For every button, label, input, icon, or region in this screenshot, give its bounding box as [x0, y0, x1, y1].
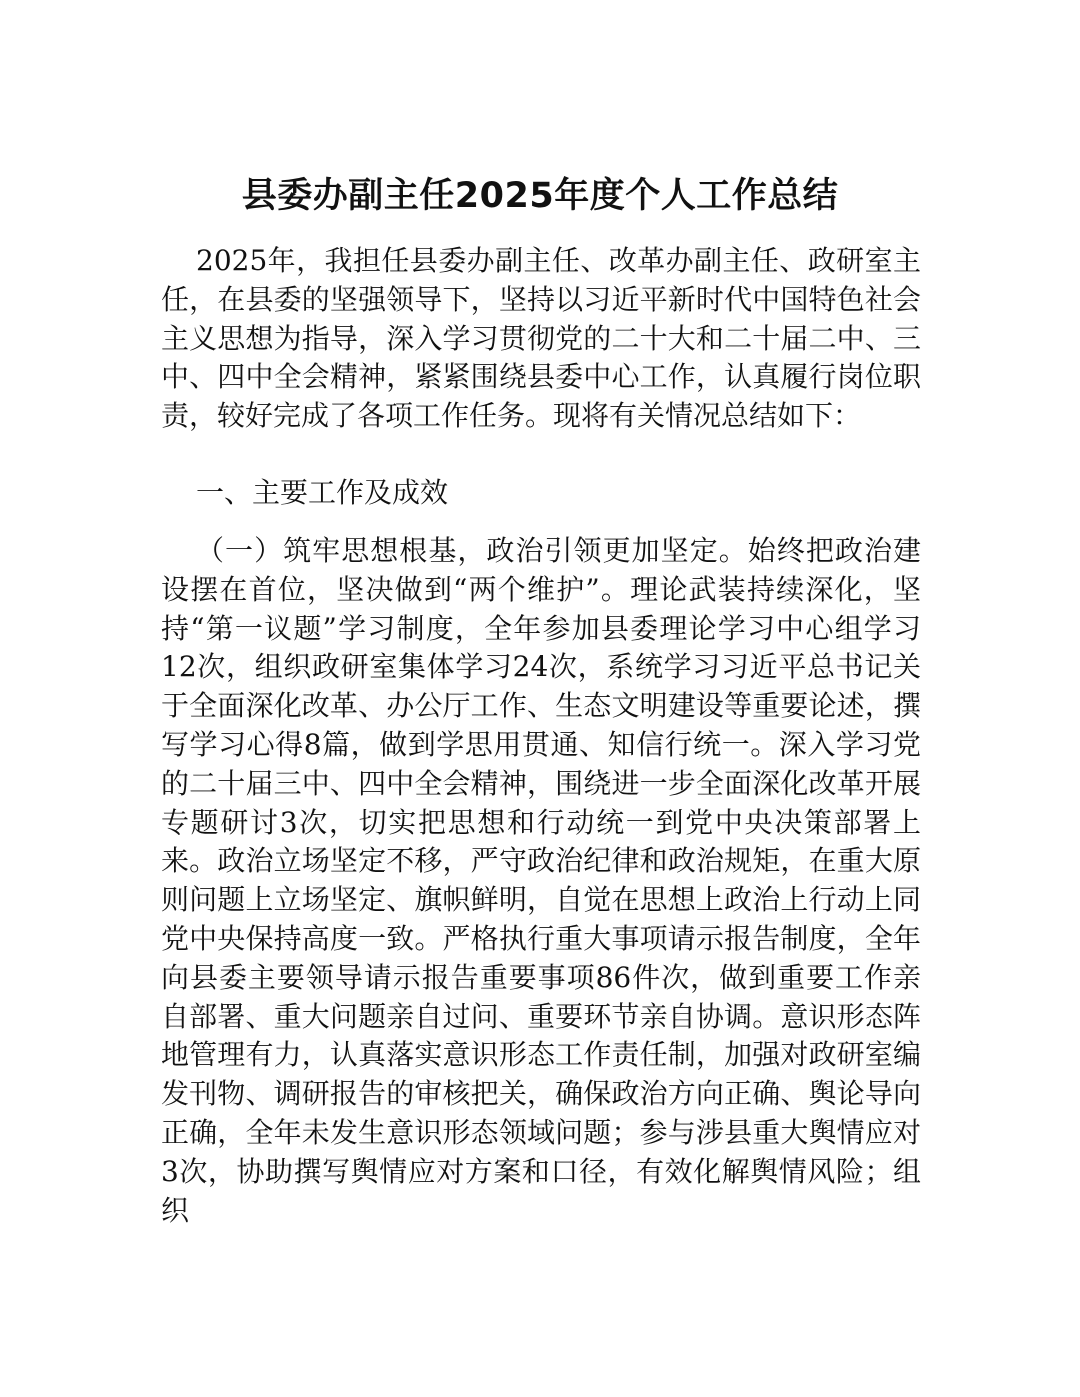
- document-title: 县委办副主任2025年度个人工作总结: [241, 176, 839, 216]
- section-1-paragraph: （一）筑牢思想根基，政治引领更加坚定。始终把政治建设摆在首位，坚决做到“两个维护”。理论武装持续深化，坚持“第一议题”学习制度，全年参加县委理论学习中心组学习12次，组织政研室集体学习24次，系统学习习近平总书记关于全面深化改革、办公厅工作、生态文明建设等重要论述，撰写学习心得8篇，做到学思用贯通、知信行统一。深入学习党的二十届三中、四中全会精神，围绕进一步全面深化改革开展专题研讨3次，切实把思想和行动统一到党中央决策部署上来。政治立场坚定不移，严守政治纪律和政治规矩，在重大原则问题上立场坚定、旗帜鲜明，自觉在思想上政治上行动上同党中央保持高度一致。严格执行重大事项请示报告制度，全年向县委主要领导请示报告重要事项86件次，做到重要工作亲自部署、重大问题亲自过问、重要环节亲自协调。意识形态阵地管理有力，认真落实意识形态工作责任制，加强对政研室编发刊物、调研报告的审核把关，确保政治方向正确、舆论导向正确，全年未发生意识形态领域问题；参与涉县重大舆情应对3次，协助撰写舆情应对方案和口径，有效化解舆情风险；组织: [161, 534, 921, 1227]
- intro-paragraph: 2025年，我担任县委办副主任、改革办副主任、政研室主任，在县委的坚强领导下，坚持以习近平新时代中国特色社会主义思想为指导，深入学习贯彻党的二十大和二十届二中、三中、四中全会精神，紧紧围绕县委中心工作，认真履行岗位职责，较好完成了各项工作任务。现将有关情况总结如下：: [161, 244, 921, 433]
- section-heading-main-work: 一、主要工作及成效: [196, 476, 449, 509]
